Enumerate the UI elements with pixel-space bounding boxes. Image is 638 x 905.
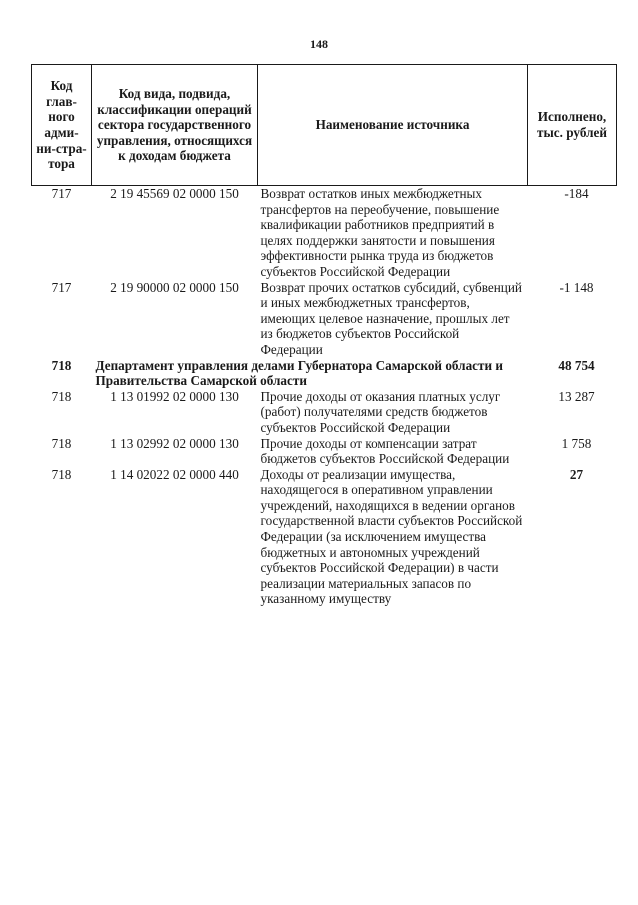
table-header-row bbox=[32, 65, 617, 186]
revenue-sources-table bbox=[31, 64, 617, 607]
row-value: 13 287 bbox=[558, 388, 595, 404]
header-admin-code: Код глав-ного адми-ни-стра-тора bbox=[32, 65, 92, 186]
department-admin: 718 bbox=[51, 357, 72, 373]
table-row bbox=[32, 280, 617, 358]
row-name: Прочие доходы от оказания платных услуг (работ) получателями средств бюджетов субъектов Российской Федерации bbox=[260, 388, 501, 435]
row-code: 2 19 45569 02 0000 150 bbox=[110, 186, 239, 201]
table-row bbox=[32, 436, 617, 467]
page-number: 148 bbox=[310, 37, 328, 51]
row-code: 1 14 02022 02 0000 440 bbox=[110, 466, 239, 482]
header-executed: Исполнено, тыс. рублей bbox=[528, 65, 617, 186]
table-row bbox=[32, 467, 617, 607]
header-class-code: Код вида, подвида, классификации операций сектора государственного управления, относящихся к доходам бюджета bbox=[92, 65, 258, 186]
department-row bbox=[32, 358, 617, 389]
row-admin: 718 bbox=[51, 435, 72, 451]
row-value: -1 148 bbox=[559, 279, 594, 295]
table-row bbox=[32, 389, 617, 436]
row-admin: 717 bbox=[51, 279, 72, 295]
row-name: Прочие доходы от компенсации затрат бюджетов субъектов Российской Федерации bbox=[260, 435, 510, 467]
row-admin: 718 bbox=[51, 388, 72, 404]
row-value: 27 bbox=[569, 466, 584, 482]
row-code: 2 19 90000 02 0000 150 bbox=[110, 279, 239, 295]
row-name: Доходы от реализации имущества, находящегося в оперативном управлении учреждений, находящихся в ведении органов государственной власти субъектов Российской Федерации (за исключением имущества бюджетных и автономных учреждений субъектов Российской Федерации) в части реализации материальных запасов по указанному имуществу bbox=[260, 466, 523, 607]
row-admin: 718 bbox=[51, 466, 72, 482]
row-name: Возврат остатков иных межбюджетных трансфертов на переобучение, повышение квалификации работников предприятий в целях поддержки занятости и повышения эффективности рынка труда из бюджетов субъектов Российской Федерации bbox=[260, 186, 500, 279]
row-name: Возврат прочих остатков субсидий, субвенций и иных межбюджетных трансфертов, имеющих целевое назначение, прошлых лет из бюджетов субъектов Российской Федерации bbox=[260, 279, 522, 357]
table-row bbox=[32, 186, 617, 280]
header-source-name: Наименование источника bbox=[258, 65, 528, 186]
row-value: -184 bbox=[564, 186, 589, 201]
department-name: Департамент управления делами Губернатора Самарской области и Правительства Самарской области bbox=[95, 357, 503, 389]
row-value: 1 758 bbox=[561, 435, 592, 451]
row-code: 1 13 01992 02 0000 130 bbox=[110, 388, 239, 404]
department-value: 48 754 bbox=[558, 357, 595, 373]
row-admin: 717 bbox=[51, 186, 72, 201]
row-code: 1 13 02992 02 0000 130 bbox=[110, 435, 239, 451]
